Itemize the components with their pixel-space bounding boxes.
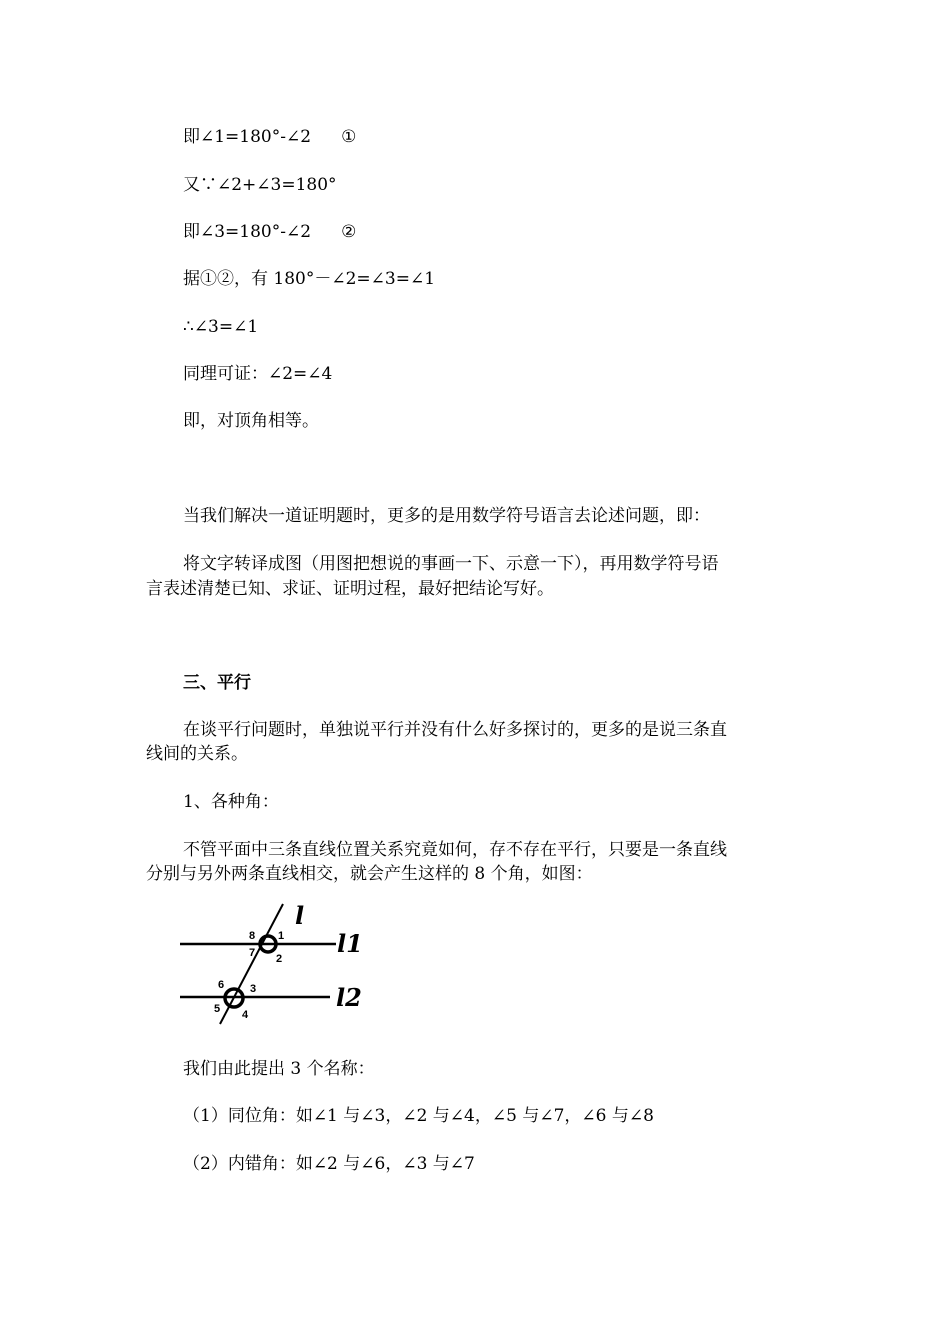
section-intro-line-2: 线间的关系。	[146, 744, 248, 764]
angle-label-7: 7	[249, 947, 256, 959]
angle-label-6: 6	[218, 979, 225, 991]
section-heading: 三、平行	[183, 673, 251, 693]
circled-mark-1: ①	[341, 127, 357, 147]
angle-label-5: 5	[214, 1003, 221, 1015]
label-l2: l2	[336, 983, 362, 1012]
proof-step-3	[183, 221, 356, 243]
proof-step-5: ∴∠3=∠1	[183, 317, 259, 337]
proof-step-1-text: 即∠1=180°-∠2	[183, 127, 312, 147]
proof-step-6: 同理可证：∠2=∠4	[183, 364, 333, 384]
angle-label-3: 3	[250, 983, 257, 995]
subsection-heading: 1、各种角：	[183, 792, 279, 812]
angle-label-1: 1	[278, 930, 285, 942]
angle-label-2: 2	[276, 953, 283, 965]
summary-paragraph-2-line-2: 言表述清楚已知、求证、证明过程，最好把结论写好。	[146, 579, 554, 599]
proof-step-2: 又∵∠2+∠3=180°	[183, 175, 337, 195]
circled-mark-2: ②	[341, 222, 357, 242]
proof-step-3-text: 即∠3=180°-∠2	[183, 222, 312, 242]
proof-conclusion: 即，对顶角相等。	[183, 411, 319, 431]
proof-step-1	[183, 126, 356, 148]
list-item-alternate-angles: （2）内错角：如∠2 与∠6，∠3 与∠7	[183, 1154, 475, 1174]
summary-paragraph-1: 当我们解决一道证明题时，更多的是用数学符号语言去论述问题，即：	[183, 506, 710, 526]
proof-step-4: 据①②，有 180°－∠2=∠3=∠1	[183, 269, 436, 289]
section-intro-line-1: 在谈平行问题时，单独说平行并没有什么好多探讨的，更多的是说三条直	[183, 720, 727, 740]
label-l: l	[295, 902, 305, 930]
list-item-corresponding-angles: （1）同位角：如∠1 与∠3，∠2 与∠4，∠5 与∠7，∠6 与∠8	[183, 1106, 654, 1126]
label-l1: l1	[337, 929, 363, 958]
angle-label-4: 4	[242, 1009, 249, 1021]
angle-label-8: 8	[249, 930, 256, 942]
angles-figure	[178, 902, 378, 1032]
names-intro: 我们由此提出 3 个名称：	[183, 1059, 375, 1079]
description-line-1: 不管平面中三条直线位置关系究竟如何，存不存在平行，只要是一条直线	[183, 840, 727, 860]
summary-paragraph-2-line-1: 将文字转译成图（用图把想说的事画一下、示意一下），再用数学符号语	[183, 554, 719, 574]
description-line-2: 分别与另外两条直线相交，就会产生这样的 8 个角，如图：	[146, 864, 593, 884]
